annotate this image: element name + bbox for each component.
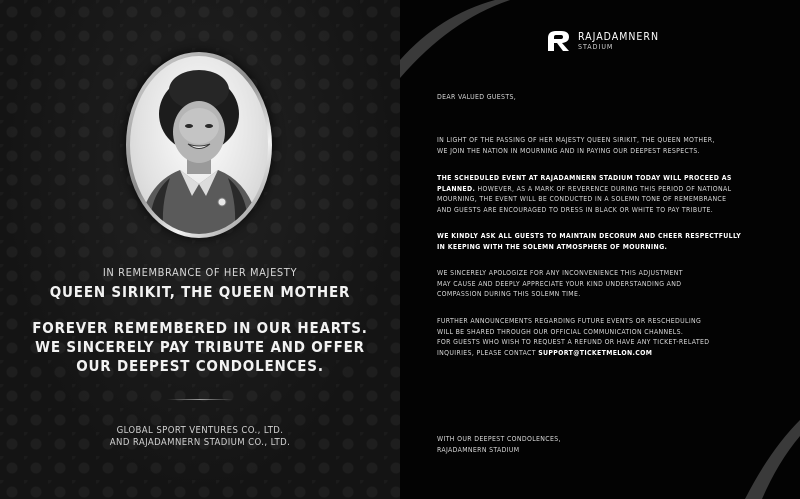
paragraph-text: HOWEVER, AS A MARK OF REVERENCE DURING THIS PERIOD OF NATIONAL	[475, 184, 732, 193]
queen-name-heading: QUEEN SIRIKIT, THE QUEEN MOTHER	[49, 283, 351, 301]
paragraph-line: MAY CAUSE AND DEEPLY APPRECIATE YOUR KIND UNDERSTANDING AND	[437, 279, 682, 288]
portrait-brooch	[218, 198, 226, 206]
decorum-request-bold: WE KINDLY ASK ALL GUESTS TO MAINTAIN DECORUM AND CHEER RESPECTFULLY	[437, 232, 742, 240]
signoff-line: WITH OUR DEEPEST CONDOLENCES,	[437, 435, 561, 443]
tribute-line: OUR DEEPEST CONDOLENCES.	[76, 357, 324, 375]
paragraph-text: INQUIRIES, PLEASE CONTACT	[437, 348, 539, 357]
tribute-line: FOREVER REMEMBERED IN OUR HEARTS.	[32, 319, 368, 337]
paragraph-line: COMPASSION DURING THIS SOLEMN TIME.	[437, 290, 581, 298]
event-proceeds-bold-end: PLANNED.	[437, 184, 476, 193]
support-email-link[interactable]: SUPPORT@TICKETMELON.COM	[538, 348, 653, 357]
portrait-frame	[126, 52, 272, 238]
rajadamnern-r-logo-icon	[546, 30, 572, 52]
announcement-panel	[400, 0, 800, 499]
portrait-illustration	[130, 56, 268, 234]
paragraph-line: IN LIGHT OF THE PASSING OF HER MAJESTY QUEEN SIRIKIT, THE QUEEN MOTHER,	[437, 136, 715, 144]
tribute-line: WE SINCERELY PAY TRIBUTE AND OFFER	[35, 338, 365, 356]
top-left-stripe	[400, 0, 510, 78]
company-names	[0, 425, 400, 449]
letter-signoff	[437, 434, 777, 455]
paragraph-line: AND GUESTS ARE ENCOURAGED TO DRESS IN BLACK OR WHITE TO PAY TRIBUTE.	[437, 205, 714, 214]
decorum-request-bold-end: IN KEEPING WITH THE SOLEMN ATMOSPHERE OF MOURNING.	[437, 242, 668, 251]
letter-paragraph-1	[437, 135, 777, 156]
letter-greeting	[437, 92, 777, 103]
remembrance-line: IN REMEMBRANCE OF HER MAJESTY	[102, 266, 298, 279]
letter-paragraph-4	[437, 268, 777, 300]
logo-name: RAJADAMNERN	[578, 31, 660, 43]
company-line: AND RAJADAMNERN STADIUM CO., LTD.	[109, 437, 291, 448]
paragraph-line: MOURNING, THE EVENT WILL BE CONDUCTED IN A SOLEMN TONE OF REMEMBRANCE	[437, 195, 727, 203]
queen-portrait-image	[130, 56, 268, 234]
company-line: GLOBAL SPORT VENTURES CO., LTD.	[116, 425, 284, 436]
event-proceeds-bold: THE SCHEDULED EVENT AT RAJADAMNERN STADIUM TODAY WILL PROCEED AS	[437, 174, 732, 182]
portrait-eye-left	[185, 124, 193, 128]
paragraph-line: FOR GUESTS WHO WISH TO REQUEST A REFUND OR HAVE ANY TICKET-RELATED	[437, 338, 710, 346]
paragraph-line: WILL BE SHARED THROUGH OUR OFFICIAL COMMUNICATION CHANNELS.	[437, 327, 684, 336]
letter-paragraph-5	[437, 316, 777, 358]
logo-subtitle: STADIUM	[578, 43, 614, 51]
letter-paragraph-3	[437, 231, 777, 252]
paragraph-line: FURTHER ANNOUNCEMENTS REGARDING FUTURE EVENTS OR RESCHEDULING	[437, 317, 702, 325]
paragraph-line: WE JOIN THE NATION IN MOURNING AND IN PAYING OUR DEEPEST RESPECTS.	[437, 146, 700, 155]
bottom-right-stripe	[745, 420, 800, 499]
letter-paragraph-2	[437, 173, 777, 215]
greeting-line: DEAR VALUED GUESTS,	[437, 93, 517, 101]
tribute-text	[0, 319, 400, 376]
portrait-eye-right	[205, 124, 213, 128]
divider-line	[167, 399, 233, 400]
signoff-line: RAJADAMNERN STADIUM	[437, 445, 520, 454]
paragraph-line: WE SINCERELY APOLOGIZE FOR ANY INCONVENIENCE THIS ADJUSTMENT	[437, 269, 683, 277]
